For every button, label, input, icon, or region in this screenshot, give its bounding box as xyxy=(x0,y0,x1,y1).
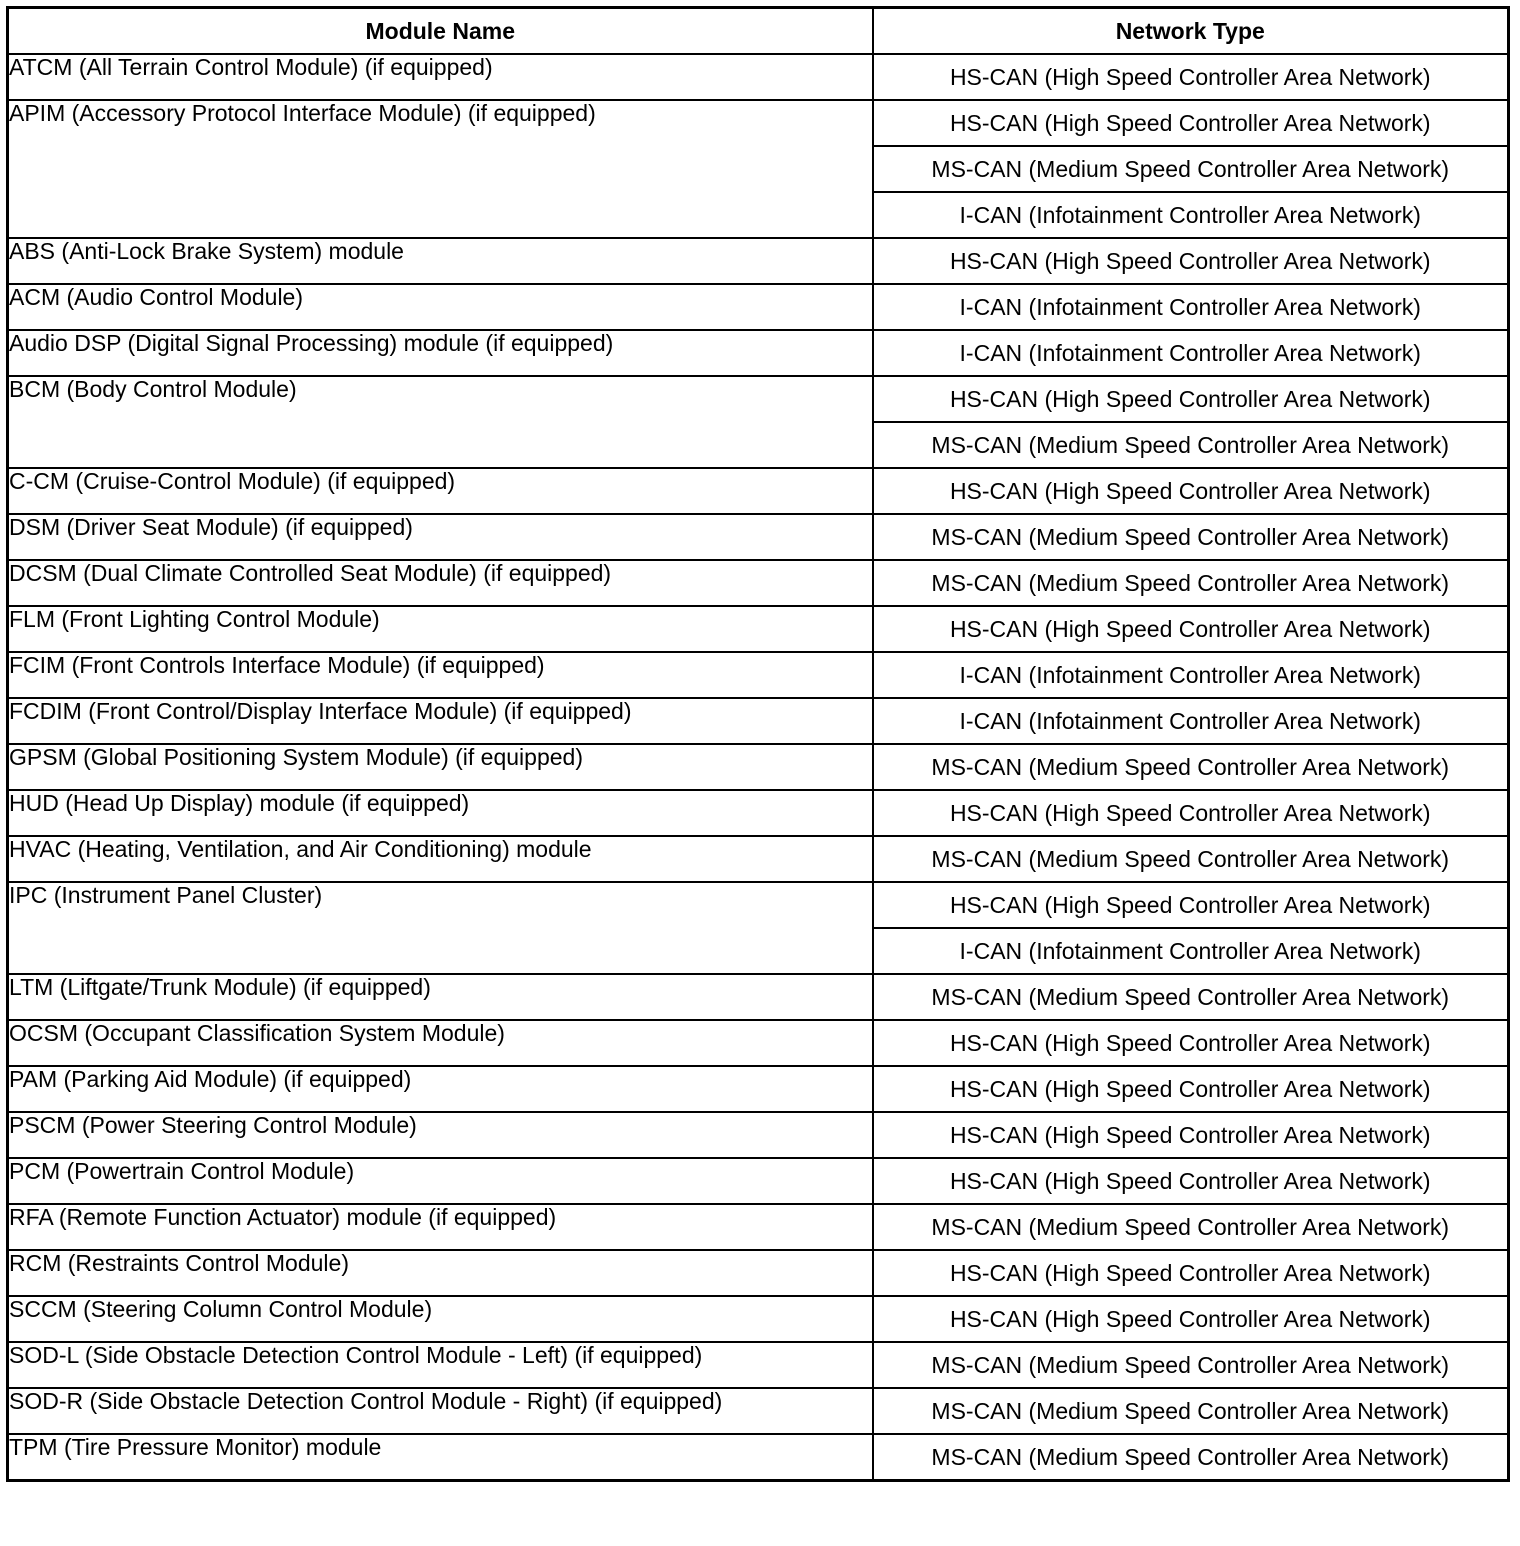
module-name-cell: FCDIM (Front Control/Display Interface Module) (if equipped) xyxy=(8,698,873,744)
table-row xyxy=(8,652,1509,698)
table-row xyxy=(8,790,1509,836)
table-row xyxy=(8,1342,1509,1388)
network-type-cell: MS-CAN (Medium Speed Controller Area Network) xyxy=(873,514,1509,560)
module-name-cell: HUD (Head Up Display) module (if equipped) xyxy=(8,790,873,836)
table-row xyxy=(8,1250,1509,1296)
table-row xyxy=(8,744,1509,790)
network-type-cell: HS-CAN (High Speed Controller Area Network) xyxy=(873,882,1509,928)
table-row xyxy=(8,376,1509,422)
module-name-cell: TPM (Tire Pressure Monitor) module xyxy=(8,1434,873,1481)
network-type-cell: MS-CAN (Medium Speed Controller Area Network) xyxy=(873,1342,1509,1388)
table-row xyxy=(8,1434,1509,1481)
module-name-cell: LTM (Liftgate/Trunk Module) (if equipped) xyxy=(8,974,873,1020)
network-type-cell: MS-CAN (Medium Speed Controller Area Network) xyxy=(873,974,1509,1020)
table-row xyxy=(8,974,1509,1020)
network-type-cell: MS-CAN (Medium Speed Controller Area Network) xyxy=(873,1434,1509,1481)
module-name-cell: ACM (Audio Control Module) xyxy=(8,284,873,330)
module-name-cell: BCM (Body Control Module) xyxy=(8,376,873,468)
module-name-header: Module Name xyxy=(8,8,873,55)
table-row xyxy=(8,836,1509,882)
table-row xyxy=(8,54,1509,100)
module-name-cell: DSM (Driver Seat Module) (if equipped) xyxy=(8,514,873,560)
table-row xyxy=(8,468,1509,514)
module-name-cell: OCSM (Occupant Classification System Module) xyxy=(8,1020,873,1066)
table-row xyxy=(8,1388,1509,1434)
table-row xyxy=(8,1158,1509,1204)
network-type-cell: HS-CAN (High Speed Controller Area Network) xyxy=(873,54,1509,100)
table-row xyxy=(8,606,1509,652)
table-row xyxy=(8,882,1509,928)
table-row xyxy=(8,1020,1509,1066)
table-row xyxy=(8,560,1509,606)
network-type-cell: HS-CAN (High Speed Controller Area Network) xyxy=(873,1296,1509,1342)
network-type-cell: MS-CAN (Medium Speed Controller Area Network) xyxy=(873,1204,1509,1250)
network-type-cell: MS-CAN (Medium Speed Controller Area Network) xyxy=(873,422,1509,468)
network-type-cell: MS-CAN (Medium Speed Controller Area Network) xyxy=(873,1388,1509,1434)
table-row xyxy=(8,284,1509,330)
module-name-cell: ATCM (All Terrain Control Module) (if equipped) xyxy=(8,54,873,100)
module-name-cell: PCM (Powertrain Control Module) xyxy=(8,1158,873,1204)
module-name-cell: FLM (Front Lighting Control Module) xyxy=(8,606,873,652)
network-type-cell: HS-CAN (High Speed Controller Area Network) xyxy=(873,376,1509,422)
module-name-cell: ABS (Anti-Lock Brake System) module xyxy=(8,238,873,284)
network-type-cell: MS-CAN (Medium Speed Controller Area Network) xyxy=(873,836,1509,882)
network-type-cell: MS-CAN (Medium Speed Controller Area Network) xyxy=(873,560,1509,606)
table-row xyxy=(8,1204,1509,1250)
network-type-cell: I-CAN (Infotainment Controller Area Network) xyxy=(873,330,1509,376)
module-name-cell: SOD-L (Side Obstacle Detection Control Module - Left) (if equipped) xyxy=(8,1342,873,1388)
table-body xyxy=(8,54,1509,1481)
module-name-cell: IPC (Instrument Panel Cluster) xyxy=(8,882,873,974)
network-type-cell: HS-CAN (High Speed Controller Area Network) xyxy=(873,238,1509,284)
network-type-cell: HS-CAN (High Speed Controller Area Network) xyxy=(873,468,1509,514)
table-row xyxy=(8,100,1509,146)
table-row xyxy=(8,1296,1509,1342)
network-type-cell: HS-CAN (High Speed Controller Area Network) xyxy=(873,1158,1509,1204)
network-type-cell: HS-CAN (High Speed Controller Area Network) xyxy=(873,1112,1509,1158)
module-name-cell: FCIM (Front Controls Interface Module) (if equipped) xyxy=(8,652,873,698)
table-row xyxy=(8,330,1509,376)
module-name-cell: RCM (Restraints Control Module) xyxy=(8,1250,873,1296)
module-name-cell: APIM (Accessory Protocol Interface Module) (if equipped) xyxy=(8,100,873,238)
network-type-cell: HS-CAN (High Speed Controller Area Network) xyxy=(873,790,1509,836)
module-name-cell: PSCM (Power Steering Control Module) xyxy=(8,1112,873,1158)
module-name-cell: C-CM (Cruise-Control Module) (if equipped) xyxy=(8,468,873,514)
header-row xyxy=(8,8,1509,55)
module-name-cell: HVAC (Heating, Ventilation, and Air Conditioning) module xyxy=(8,836,873,882)
module-name-cell: PAM (Parking Aid Module) (if equipped) xyxy=(8,1066,873,1112)
module-name-cell: DCSM (Dual Climate Controlled Seat Module) (if equipped) xyxy=(8,560,873,606)
network-type-cell: I-CAN (Infotainment Controller Area Network) xyxy=(873,652,1509,698)
table-row xyxy=(8,1066,1509,1112)
network-type-cell: MS-CAN (Medium Speed Controller Area Network) xyxy=(873,146,1509,192)
network-type-header: Network Type xyxy=(873,8,1509,55)
module-name-cell: GPSM (Global Positioning System Module) (if equipped) xyxy=(8,744,873,790)
network-type-cell: I-CAN (Infotainment Controller Area Network) xyxy=(873,698,1509,744)
network-type-cell: HS-CAN (High Speed Controller Area Network) xyxy=(873,100,1509,146)
network-type-cell: HS-CAN (High Speed Controller Area Network) xyxy=(873,606,1509,652)
network-type-cell: I-CAN (Infotainment Controller Area Network) xyxy=(873,284,1509,330)
module-network-table xyxy=(6,6,1510,1482)
network-type-cell: HS-CAN (High Speed Controller Area Network) xyxy=(873,1066,1509,1112)
module-name-cell: RFA (Remote Function Actuator) module (if equipped) xyxy=(8,1204,873,1250)
table-row xyxy=(8,514,1509,560)
module-name-cell: SOD-R (Side Obstacle Detection Control Module - Right) (if equipped) xyxy=(8,1388,873,1434)
module-name-cell: SCCM (Steering Column Control Module) xyxy=(8,1296,873,1342)
network-type-cell: I-CAN (Infotainment Controller Area Network) xyxy=(873,928,1509,974)
network-type-cell: MS-CAN (Medium Speed Controller Area Network) xyxy=(873,744,1509,790)
module-name-cell: Audio DSP (Digital Signal Processing) module (if equipped) xyxy=(8,330,873,376)
network-type-cell: HS-CAN (High Speed Controller Area Network) xyxy=(873,1250,1509,1296)
table-row xyxy=(8,238,1509,284)
network-type-cell: HS-CAN (High Speed Controller Area Network) xyxy=(873,1020,1509,1066)
table-row xyxy=(8,698,1509,744)
table-row xyxy=(8,1112,1509,1158)
network-type-cell: I-CAN (Infotainment Controller Area Network) xyxy=(873,192,1509,238)
